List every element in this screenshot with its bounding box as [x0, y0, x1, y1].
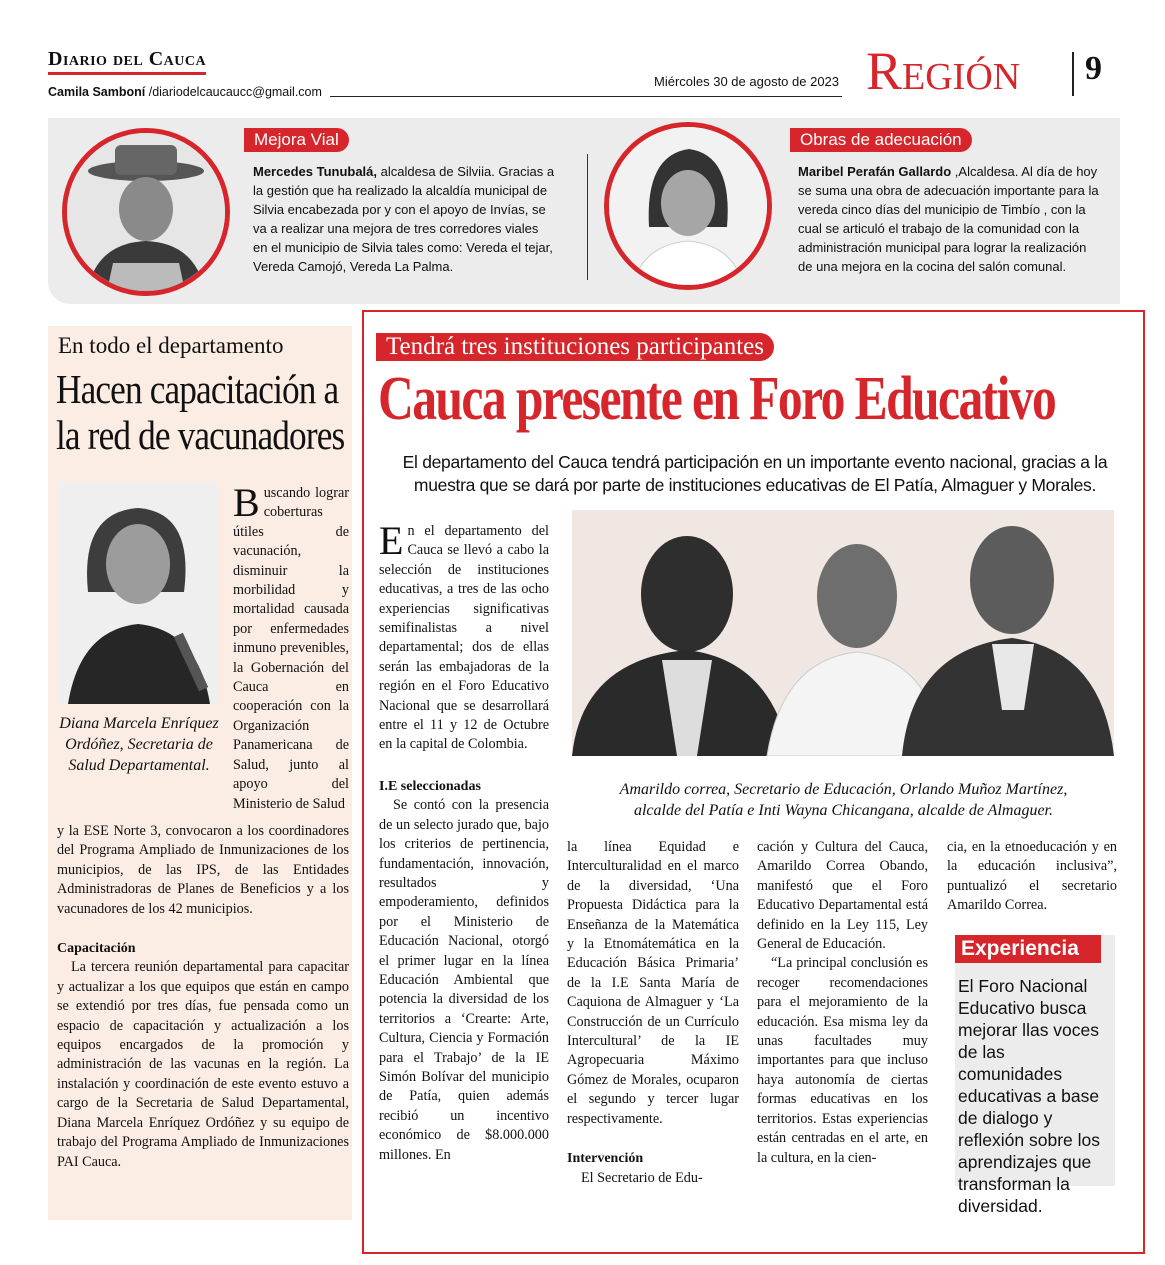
mayor-portrait-left: [62, 128, 230, 296]
drop-cap: B: [233, 480, 260, 525]
brief-left-text: [253, 162, 556, 276]
health-secretary-caption: Diana Marcela Enríquez Ordóñez, Secretaria de Salud Departamental.: [59, 715, 219, 774]
vaccination-subhead: Capacitación: [57, 941, 136, 957]
forum-column-4: [947, 838, 1117, 916]
officials-caption-line1: Amarildo correa, Secretario de Educación, Orlando Muñoz Martínez,: [619, 781, 1068, 798]
byline: [48, 85, 322, 99]
tag-adaptation-works: Obras de adecuación: [790, 128, 972, 152]
brief-right-body: ,Alcaldesa. Al día de hoy se suma una obra de adecuación importante para la vereda cinco días del municipio de Timbío , con la cual se articuló el trabajo de la comunidad con la administración municipal para lograr la realización de una mejora en la cocina del salón comunal.: [798, 164, 1099, 274]
forum-paragraph-2: Se contó con la presencia de un selecto jurado que, bajo los criterios de pertinencia, fundamentación, innovación, resultados y empoderamiento, definidos por el Ministerio de Educación Nacional, otorgó el primer lugar en la línea Educación Ambiental que potencia la diversidad de los territorios a ‘Crearte: Arte, Cultura, Ciencia y Formación para el Trabajo’ de la IE Simón Bolívar del municipio de Patía, quien además recibió un incentivo económico de $8.000.000 millones. En: [379, 797, 549, 1163]
brief-left-body: alcaldesa de Silviia. Gracias a la gestión que ha realizado la alcaldía municipal de Silvia encabezada por y con el apoyo de Invías, se va a realizar una mejora de tres corredores viales en el municipio de Silvia tales como: Vereda el tejar, Vereda Camojó, Vereda La Palma.: [253, 164, 555, 274]
forum-column-2: [567, 838, 739, 1188]
woman-with-hat-photo: [67, 133, 225, 291]
forum-column-1: [379, 518, 549, 1165]
experience-sidebar-title: Experiencia: [955, 935, 1101, 963]
officials-caption-line2: alcalde del Patía e Inti Wayna Chicangana, alcalde de Almaguer.: [633, 802, 1054, 819]
vaccination-headline-line2: la red de vacunadores: [56, 412, 345, 458]
brief-divider: [587, 154, 588, 280]
vaccination-paragraph-1: uscando lograr coberturas útiles de vacunación, disminuir la morbilidad y mortalidad causada por enfermedades inmuno prevenibles, la Gobernación del Cauca en cooperación con la Organización Panamericana de Salud, junto al apoyo del Ministerio de Salud: [233, 485, 349, 812]
issue-date: Miércoles 30 de agosto de 2023: [654, 74, 840, 89]
section-name: Región: [866, 41, 1021, 101]
author-email: /diariodelcaucaucc@gmail.com: [145, 85, 322, 99]
vaccination-headline-line1: Hacen capacitación a: [56, 366, 339, 412]
officials-caption: [575, 779, 1112, 821]
forum-kicker: Tendrá tres instituciones participantes: [376, 333, 774, 361]
woman-portrait-photo: [609, 127, 767, 285]
vaccination-paragraph-2: y la ESE Norte 3, convocaron a los coordinadores del Programa Ampliado de Inmunizaciones de los municipios, de las IPS, de las Entidades Administradoras de Planes de Beneficios y a los vacunadores de los 42 municipios.: [57, 823, 349, 917]
forum-paragraph-6: “La principal conclusión es recoger recomendaciones para el mejoramiento de la educación. Esa misma ley da unas facultades muy importantes para que incluso haya autonomía de ciertas formas educativas en los territorios. Estas experiencias están centradas en el arte, en la cultura, en la cien-: [757, 955, 928, 1166]
forum-paragraph-3: la línea Equidad e Interculturalidad en el marco de la diversidad, ‘Una Propuesta Didáctica para la Enseñanza de la Matemática y la Etnomátemática en la Educación Básica Primaria’ de la I.E Santa María de Caquiona de Almaguer y ‘La Construcción de un Currículo Intercultural’ de la IE Agropecuaria Máximo Gómez de Morales, ocuparon el segundo y tercer lugar respectivamente.: [567, 839, 739, 1127]
officials-photo: [572, 510, 1114, 756]
brief-right-text: [798, 162, 1104, 276]
forum-subhead-intervention: Intervención: [567, 1151, 644, 1167]
forum-column-3: [757, 838, 928, 1168]
three-men-photo: [572, 510, 1114, 756]
section-separator: [1072, 52, 1074, 96]
experience-sidebar-text: El Foro Nacional Educativo busca mejorar llas voces de las comunidades educativas a base de dialogo y reflexión sobre los aprendizajes que transforman la diversidad.: [958, 976, 1101, 1216]
vaccination-kicker: En todo el departamento: [58, 333, 284, 358]
drop-cap: E: [379, 518, 404, 563]
vaccination-body-col-a: [233, 480, 349, 814]
header-rule: [330, 96, 842, 97]
mayor-name-right: Maribel Perafán Gallardo: [798, 164, 952, 179]
vaccination-paragraph-3: La tercera reunión departamental para capacitar y actualizar a los que equipos que están en campo se extendió por tres días, fue pensada como un espacio de capacitación y actualización a los equipos encargados de la promoción y administración de las vacunas en la región. La instalación y coordinación de este evento estuvo a cargo de la Secretaria de Salud Departamental, Diana Marcela Enríquez Ordóñez y su equipo de trabajo del Programa Ampliado de Inmunizaciones PAI Cauca.: [57, 959, 349, 1170]
woman-speaking-photo: [58, 482, 218, 704]
health-secretary-photo: [58, 482, 218, 704]
author-name: Camila Samboní: [48, 85, 146, 99]
tag-road-improvement: Mejora Vial: [244, 128, 349, 152]
vaccination-body-col-b: [57, 822, 349, 1172]
masthead: Diario del Cauca: [48, 48, 206, 75]
forum-paragraph-4: El Secretario de Edu-: [581, 1169, 703, 1186]
forum-lead: El departamento del Cauca tendrá participación en un importante evento nacional, gracias a la muestra que se dará por parte de instituciones educativas de El Patía, Almaguer y Morales.: [402, 452, 1108, 495]
forum-paragraph-1: n el departamento del Cauca se llevó a cabo la selección de instituciones educativas, a tres de las ocho experiencias significativas semifinalistas a nivel departamental; dos de ellas serán las embajadoras de la región en el Foro Educativo Nacional que se desarrollará entre el 11 y 12 de Octubre en la capital de Colombia.: [379, 523, 549, 753]
mayor-name-left: Mercedes Tunubalá,: [253, 164, 378, 179]
forum-headline: Cauca presente en Foro Educativo: [378, 365, 1056, 433]
vaccination-headline: [56, 366, 345, 458]
mayor-portrait-right: [604, 122, 772, 290]
forum-subhead-selected: I.E seleccionadas: [379, 778, 481, 794]
forum-paragraph-7: cia, en la etnoeducación y en la educación inclusiva”, puntualizó el secretario Amarildo Correa.: [947, 839, 1117, 914]
page-number: 9: [1085, 50, 1102, 87]
forum-paragraph-5: cación y Cultura del Cauca, Amarildo Correa Obando, manifestó que el Foro Educativo Departamental está definido en la Ley 115, Ley General de Educación.: [757, 839, 928, 953]
